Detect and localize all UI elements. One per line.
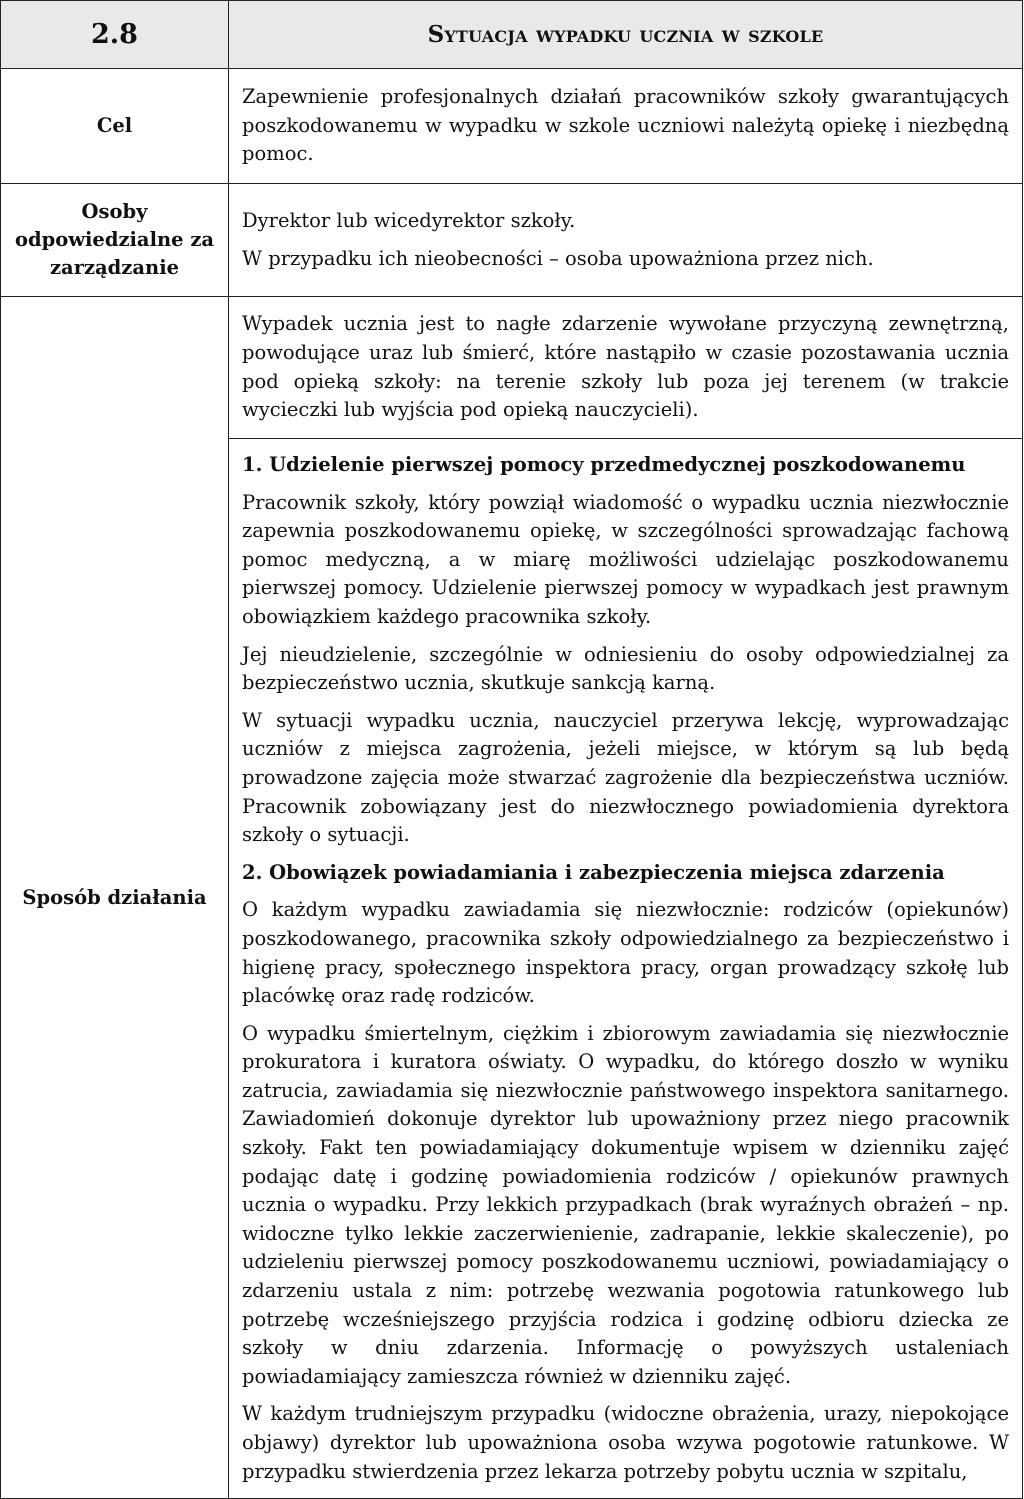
sposob-intro-text: Wypadek ucznia jest to nagłe zdarzenie wywołane przyczyną zewnętrzną, powodujące uraz lub śmierć, które nastąpiło w czasie pozostawania ucznia pod opieką szkoły: na terenie szkoły lub poza jej terenem (w trakcie wycieczki lub wyjścia pod opieką nauczycieli). [242, 312, 1009, 422]
section-title-text: Sytuacja wypadku ucznia w szkole [427, 21, 824, 48]
row-content-osoby [229, 184, 1023, 297]
cel-text: Zapewnienie profesjonalnych działań pracowników szkoły gwarantujących poszkodowanemu w wypadku w szkole uczniowi należytą opiekę i niezbędną pomoc. [242, 85, 1009, 166]
row-cel [1, 69, 1023, 184]
step-1-paragraph-1: Pracownik szkoły, który powziął wiadomość o wypadku ucznia niezwłocznie zapewnia poszkodowanemu opiekę, w szczególności sprowadzając fachową pomoc medyczną, a w miarę możliwości udzielając poszkodowanemu pierwszej pomocy. Udzielenie pierwszej pomocy w wypadkach jest prawnym obowiązkiem każdego pracownika szkoły. [242, 490, 1009, 628]
step-2-paragraph-3: W każdym trudniejszym przypadku (widoczne obrażenia, urazy, niepokojące objawy) dyrektor lub upoważniona osoba wzywa pogotowie ratunkowe. W przypadku stwierdzenia przez lekarza potrzeby pobytu ucznia w szpitalu, [242, 1402, 1009, 1483]
step-1-heading: 1. Udzielenie pierwszej pomocy przedmedycznej poszkodowanemu [242, 453, 966, 476]
step-2-heading: 2. Obowiązek powiadamiania i zabezpieczenia miejsca zdarzenia [242, 860, 945, 884]
sposob-intro-cell [229, 297, 1023, 439]
step-1-paragraph-3: W sytuacji wypadku ucznia, nauczyciel przerywa lekcję, wyprowadzając uczniów z miejsca zagrożenia, jeżeli miejsce, w którym są lub będą prowadzone zajęcia może stwarzać zagrożenie dla bezpieczeństwa uczniów. Pracownik zobowiązany jest do niezwłocznego powiadomienia dyrektora szkoły o sytuacji. [242, 708, 1009, 847]
row-label-osoby: Osoby odpowiedzialne za zarządzanie [1, 184, 229, 297]
osoby-text-1: Dyrektor lub wicedyrektor szkoły. [242, 208, 576, 232]
step-1-paragraph-2: Jej nieudzielenie, szczególnie w odniesieniu do osoby odpowiedzialnej za bezpieczeństwo ucznia, skutkuje sankcją karną. [242, 642, 1009, 695]
row-content-cel [229, 69, 1023, 184]
header-row [1, 1, 1023, 69]
row-sposob-intro [1, 297, 1023, 439]
row-label-sposob: Sposób działania [1, 297, 229, 1499]
step-2-paragraph-2: O wypadku śmiertelnym, ciężkim i zbiorowym zawiadamia się niezwłocznie prokuratora i kuratora oświaty. O wypadku, do którego doszło w wyniku zatrucia, zawiadamia się niezwłocznie państwowego inspektora sanitarnego. Zawiadomień dokonuje dyrektor lub upoważniony przez niego pracownik szkoły. Fakt ten powiadamiający dokumentuje wpisem w dzienniku zajęć podając datę i godzinę powiadomienia rodziców / opiekunów prawnych ucznia o wypadku. Przy lekkich przypadkach (brak wyraźnych obrażeń – np. widoczne tylko lekkie zaczerwienienie, zadrapanie, lekkie skaleczenie), po udzieleniu pierwszej pomocy poszkodowanemu uczniowi, powiadamiający o zdarzeniu ustala z nim: potrzebę wezwania pogotowia ratunkowego lub potrzebę wcześniejszego przyjścia rodzica i godzinę odbioru dziecka ze szkoły w dniu zdarzenia. Informację o powyższych ustaleniach powiadamiający zamieszcza również w dzienniku zajęć. [242, 1021, 1009, 1388]
step-2-paragraph-1: O każdym wypadku zawiadamia się niezwłocznie: rodziców (opiekunów) poszkodowanego, pracownika szkoły odpowiedzialnego za bezpieczeństwo i higienę pracy, społecznego inspektora pracy, organ prowadzący szkołę lub placówkę oraz radę rodziców. [242, 898, 1009, 1008]
section-title [229, 1, 1023, 69]
osoby-text-2: W przypadku ich nieobecności – osoba upoważniona przez nich. [242, 246, 874, 270]
sposob-steps-cell [229, 439, 1023, 1499]
section-number: 2.8 [1, 1, 229, 69]
row-osoby [1, 184, 1023, 297]
row-label-cel: Cel [1, 69, 229, 184]
